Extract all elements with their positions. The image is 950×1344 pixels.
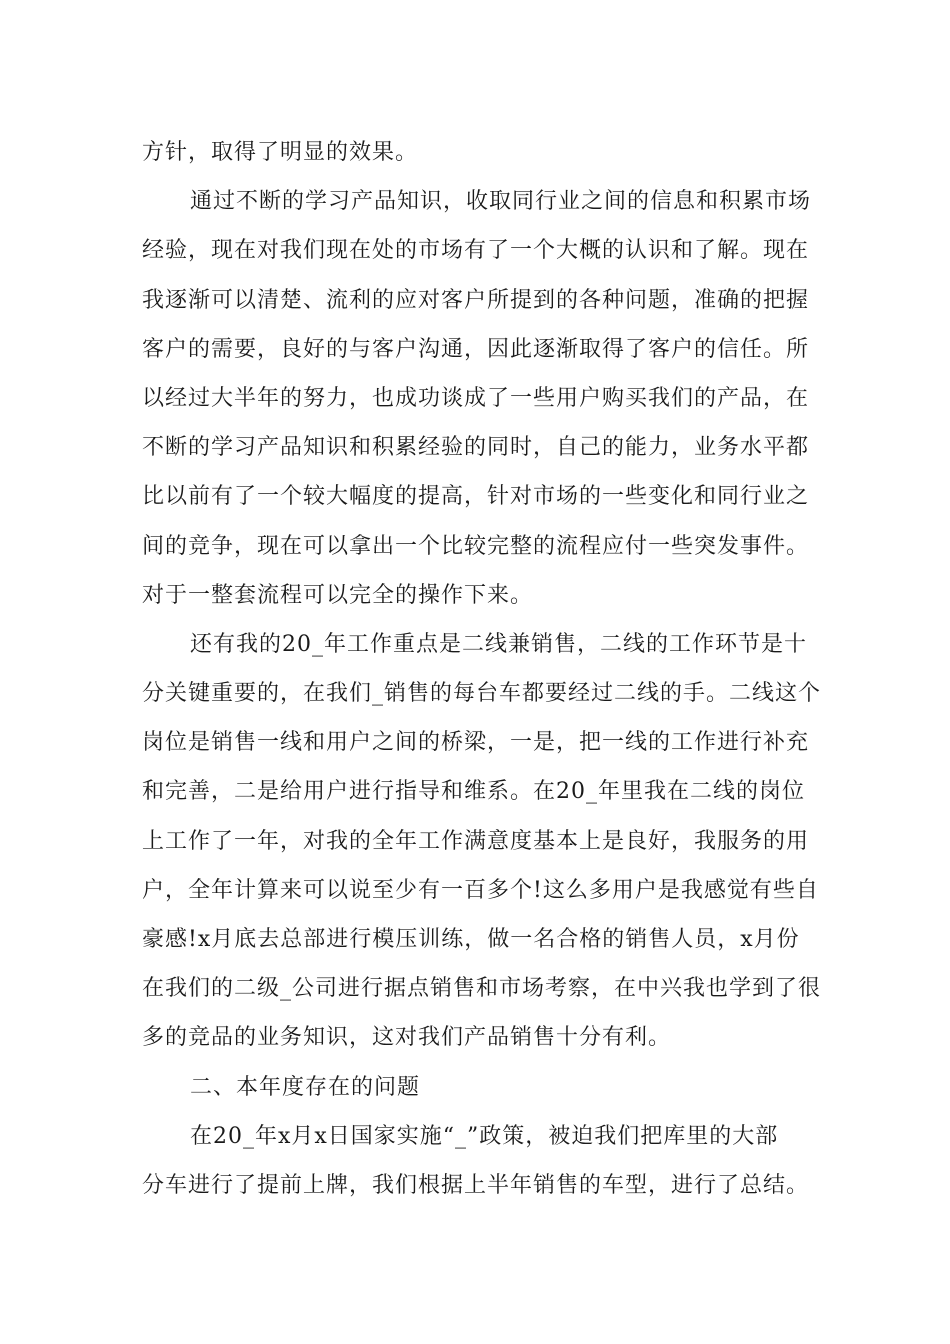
- text-line: 上工作了一年，对我的全年工作满意度基本上是良好，我服务的用: [142, 828, 810, 854]
- text-line: 以经过大半年的努力，也成功谈成了一些用户购买我们的产品，在: [142, 385, 810, 411]
- text-line: 和完善，二是给用户进行指导和维系。在20_年里我在二线的岗位: [142, 779, 805, 805]
- text-line: 客户的需要，良好的与客户沟通，因此逐渐取得了客户的信任。所: [142, 336, 810, 362]
- text-line: 岗位是销售一线和用户之间的桥梁，一是，把一线的工作进行补充: [142, 730, 810, 756]
- text-line: 分车进行了提前上牌，我们根据上半年销售的车型，进行了总结。: [142, 1172, 810, 1198]
- text-line: 方针，取得了明显的效果。: [142, 140, 419, 165]
- text-line: 间的竞争，现在可以拿出一个比较完整的流程应付一些突发事件。: [142, 533, 810, 559]
- text-line: 多的竞品的业务知识，这对我们产品销售十分有利。: [142, 1025, 672, 1051]
- text-line: 比以前有了一个较大幅度的提高，针对市场的一些变化和同行业之: [142, 484, 810, 510]
- text-line: 不断的学习产品知识和积累经验的同时，自己的能力，业务水平都: [142, 435, 810, 461]
- text-line: 我逐渐可以清楚、流利的应对客户所提到的各种问题，准确的把握: [142, 287, 810, 313]
- text-line: 户，全年计算来可以说至少有一百多个!这么多用户是我感觉有些自: [142, 877, 819, 903]
- text-line: 对于一整套流程可以完全的操作下来。: [142, 582, 534, 608]
- text-line: 豪感!x月底去总部进行模压训练，做一名合格的销售人员，x月份: [142, 927, 800, 952]
- text-line: 分关键重要的，在我们_销售的每台车都要经过二线的手。二线这个: [142, 681, 822, 707]
- paragraph-start-line: 通过不断的学习产品知识，收取同行业之间的信息和积累市场: [190, 189, 812, 215]
- paragraph-start-line: 还有我的20_年工作重点是二线兼销售，二线的工作环节是十: [190, 631, 807, 657]
- text-line: 在我们的二级_公司进行据点销售和市场考察，在中兴我也学到了很: [142, 976, 822, 1002]
- document-body: [142, 128, 822, 1210]
- section-heading: 二、本年度存在的问题: [190, 1074, 421, 1100]
- text-line: 经验，现在对我们现在处的市场有了一个大概的认识和了解。现在: [142, 238, 810, 264]
- paragraph-start-line: 在20_年x月x日国家实施“_”政策，被迫我们把库里的大部: [190, 1123, 779, 1149]
